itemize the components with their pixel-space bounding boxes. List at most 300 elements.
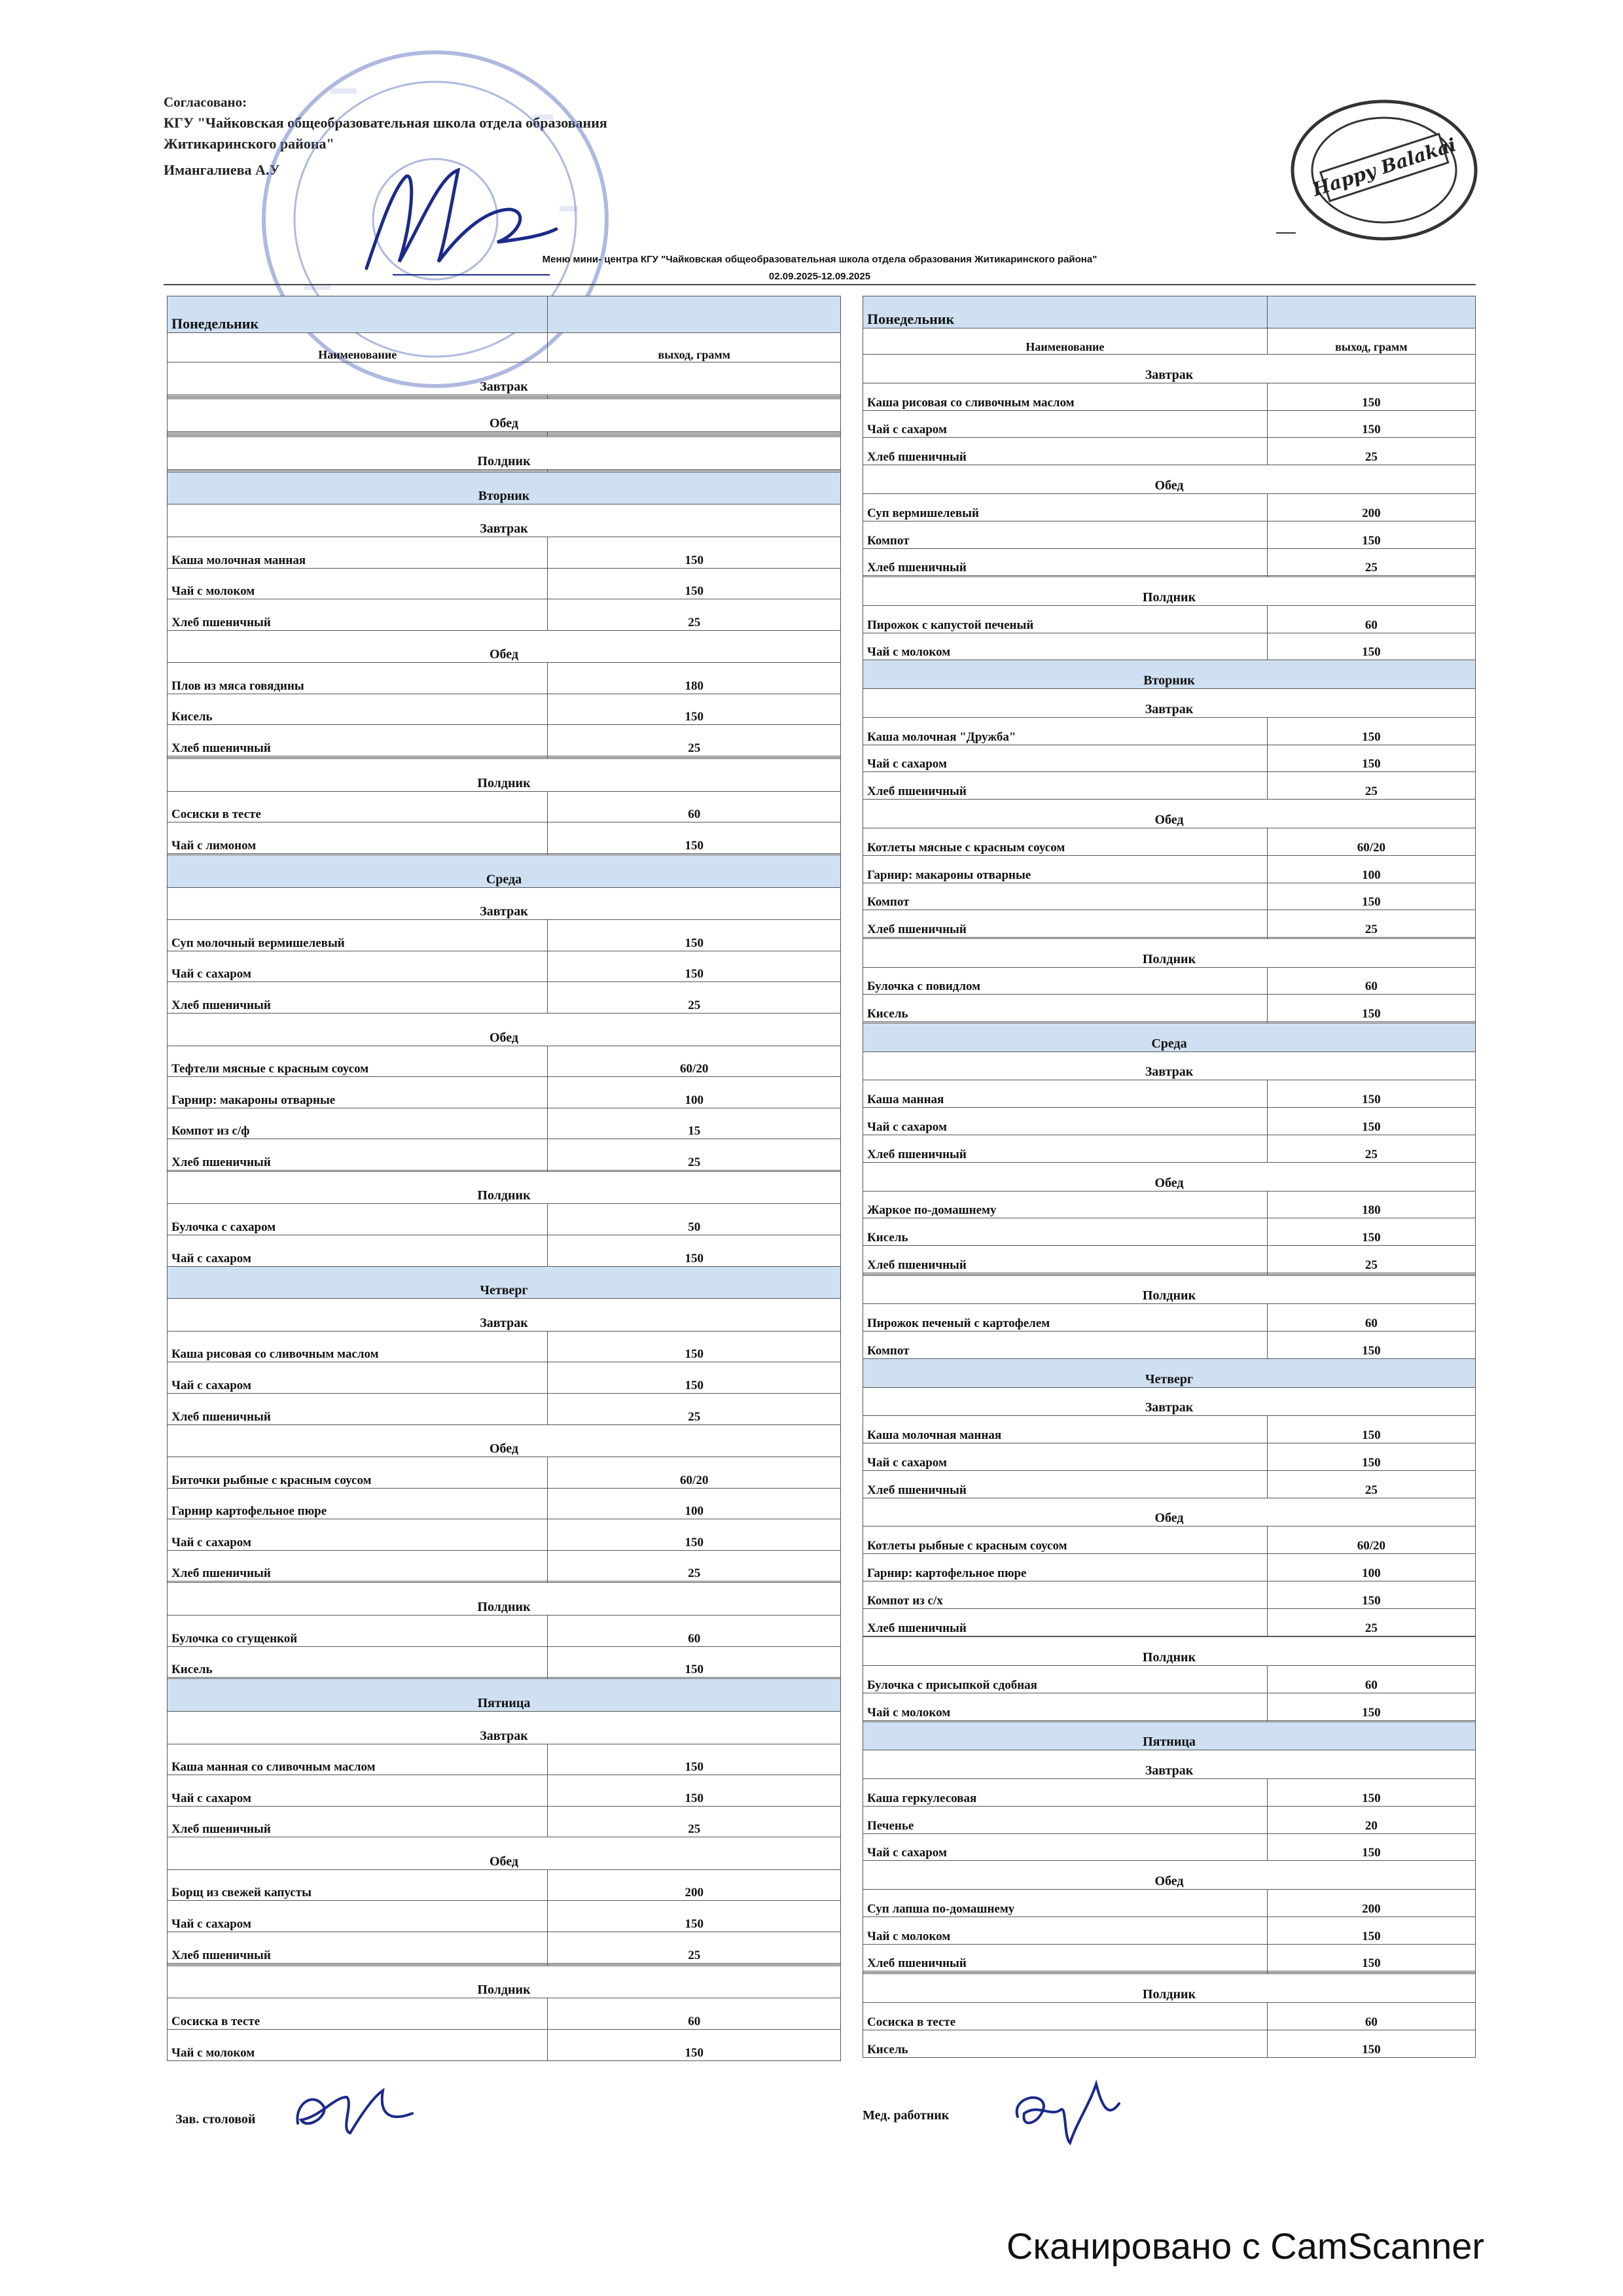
- meal-name: Полдник: [168, 759, 841, 792]
- meal-name: Полдник: [168, 1171, 841, 1204]
- approval-label: Согласовано:: [164, 94, 247, 110]
- dish-name: Чай с сахаром: [863, 745, 1268, 772]
- menu-row: [168, 1869, 841, 1901]
- dish-name: Хлеб пшеничный: [863, 438, 1268, 465]
- menu-row: [863, 1527, 1476, 1554]
- dish-yield: 150: [548, 1331, 841, 1362]
- menu-row: [168, 1331, 841, 1362]
- day-header-row: [168, 1266, 841, 1299]
- dish-yield: 150: [548, 1646, 841, 1678]
- meal-name: Обед: [863, 1861, 1476, 1890]
- day-header-row: [168, 855, 841, 887]
- meal-name: Полдник: [168, 1966, 841, 1998]
- menu-row: [863, 1304, 1476, 1332]
- day-header-row: [863, 1358, 1476, 1387]
- approval-org-line2: Житикаринского района": [164, 135, 334, 152]
- menu-row: [863, 1693, 1476, 1720]
- dish-yield: 50: [548, 1204, 841, 1235]
- meal-name: Обед: [168, 1424, 841, 1457]
- meal-name: Завтрак: [168, 1711, 841, 1744]
- dish-yield: 60: [1267, 1666, 1475, 1693]
- dish-yield: 100: [1267, 855, 1475, 883]
- menu-table-left: [167, 296, 841, 2061]
- meal-header-row: [168, 1966, 841, 1998]
- dish-name: Пирожок печеный с картофелем: [863, 1304, 1268, 1332]
- dish-yield: [1267, 296, 1475, 328]
- meal-name: Полдник: [863, 577, 1476, 606]
- menu-row: [168, 1393, 841, 1424]
- meal-name: Завтрак: [863, 1051, 1476, 1080]
- meal-name: Полдник: [863, 1637, 1476, 1666]
- dish-name: Чай с сахаром: [168, 1775, 548, 1807]
- menu-row: [863, 521, 1476, 548]
- menu-row: [168, 1901, 841, 1932]
- dish-name: Печенье: [863, 1806, 1268, 1833]
- signature-medic-icon: [1005, 2071, 1122, 2156]
- menu-row: [863, 1833, 1476, 1861]
- menu-row: [863, 1443, 1476, 1471]
- dish-name: Хлеб пшеничный: [168, 1932, 548, 1963]
- day-name: Четверг: [168, 1266, 841, 1299]
- dish-name: Компот: [863, 1332, 1268, 1359]
- dish-name: Чай с сахаром: [168, 1901, 548, 1932]
- menu-row: [863, 1554, 1476, 1581]
- menu-row: [863, 1581, 1476, 1609]
- menu-row: [168, 1932, 841, 1963]
- dish-yield: 60: [548, 1616, 841, 1647]
- dish-name: Хлеб пшеничный: [863, 1470, 1268, 1498]
- day-header-row: [168, 1679, 841, 1712]
- meal-header-row: [168, 362, 841, 395]
- menu-row: [863, 1416, 1476, 1443]
- dish-name: Хлеб пшеничный: [863, 910, 1268, 938]
- day-name: Пятница: [168, 1679, 841, 1712]
- dish-name: Чай с молоком: [168, 568, 548, 599]
- menu-row: [168, 791, 841, 822]
- dish-name: Сосиска в тесте: [863, 2002, 1268, 2030]
- meal-header-row: [863, 800, 1476, 828]
- meal-header-row: [863, 355, 1476, 383]
- dish-name: Гарнир картофельное пюре: [168, 1488, 548, 1519]
- dish-name: Хлеб пшеничный: [863, 548, 1268, 576]
- menu-row: [168, 2029, 841, 2060]
- dish-name: Хлеб пшеничный: [168, 1550, 548, 1581]
- menu-row: [863, 855, 1476, 883]
- dish-yield: 20: [1267, 1806, 1475, 1833]
- dish-yield: 150: [1267, 1443, 1475, 1471]
- dish-yield: 150: [548, 537, 841, 569]
- day-name: Вторник: [863, 660, 1476, 689]
- dish-yield: 100: [548, 1077, 841, 1108]
- dish-name: Хлеб пшеничный: [863, 1608, 1268, 1636]
- menu-row: [863, 717, 1476, 745]
- menu-row: [168, 1775, 841, 1807]
- menu-row: [863, 745, 1476, 772]
- menu-row: [168, 982, 841, 1014]
- meal-name: Обед: [168, 1013, 841, 1046]
- menu-row: [168, 1077, 841, 1108]
- dish-name: Кисель: [863, 1218, 1268, 1246]
- menu-row: [168, 1046, 841, 1077]
- menu-row: [168, 1139, 841, 1171]
- dish-yield: 150: [1267, 383, 1475, 410]
- approval-org-line1: КГУ "Чайковская общеобразовательная школа отдела образования: [164, 115, 607, 131]
- dish-yield: 200: [1267, 1889, 1475, 1916]
- dish-name: Булочка с присыпкой сдобная: [863, 1666, 1268, 1693]
- dish-yield: 25: [1267, 1135, 1475, 1163]
- dish-name: Гарнир: макароны отварные: [168, 1077, 548, 1108]
- dish-yield: 150: [548, 1775, 841, 1807]
- dish-name: Чай с молоком: [863, 1693, 1268, 1720]
- meal-name: Полдник: [168, 437, 841, 470]
- meal-name: Завтрак: [168, 887, 841, 920]
- menu-row: [168, 1806, 841, 1837]
- stamp-right-text: Happy Balakai: [1310, 133, 1459, 201]
- meal-header-row: [863, 1974, 1476, 2003]
- dish-name: Кисель: [168, 1646, 548, 1678]
- dish-yield: 150: [548, 1362, 841, 1394]
- meal-header-row: [168, 1299, 841, 1332]
- meal-header-row: [168, 437, 841, 470]
- dish-name: Кисель: [863, 995, 1268, 1022]
- dish-name: Хлеб пшеничный: [168, 1139, 548, 1171]
- meal-header-row: [168, 504, 841, 537]
- menu-row: [863, 383, 1476, 410]
- day-header-row: [863, 1023, 1476, 1052]
- day-name: Вторник: [168, 472, 841, 504]
- dish-yield: 60/20: [548, 1457, 841, 1489]
- dish-name: Чай с сахаром: [168, 1362, 548, 1394]
- menu-row: [863, 548, 1476, 576]
- dish-yield: 25: [548, 725, 841, 756]
- divider: [164, 284, 1476, 285]
- approval-person: Имангалиева А.У: [164, 162, 280, 178]
- dish-yield: 25: [548, 1806, 841, 1837]
- menu-row: [863, 493, 1476, 521]
- meal-header-row: [168, 759, 841, 792]
- dish-yield: 150: [1267, 1080, 1475, 1108]
- menu-row: [863, 1806, 1476, 1833]
- meal-name: Обед: [168, 630, 841, 663]
- dish-name: Чай с сахаром: [863, 1108, 1268, 1135]
- dish-yield: 60/20: [1267, 1527, 1475, 1554]
- menu-row: [168, 694, 841, 725]
- dish-yield: 60: [1267, 2002, 1475, 2030]
- dish-name: Каша манная: [863, 1080, 1268, 1108]
- dish-yield: 150: [548, 1744, 841, 1775]
- menu-row: [863, 1135, 1476, 1163]
- meal-header-row: [168, 1424, 841, 1457]
- menu-row: [168, 1362, 841, 1394]
- dish-name: Пирожок с капустой печеный: [863, 605, 1268, 633]
- dish-yield: 150: [1267, 1108, 1475, 1135]
- meal-name: Полдник: [863, 1275, 1476, 1304]
- day-header-row: [863, 296, 1476, 328]
- dish-yield: 25: [1267, 1608, 1475, 1636]
- dish-name: Каша манная со сливочным маслом: [168, 1744, 548, 1775]
- dish-yield: 25: [548, 1393, 841, 1424]
- dish-yield: 25: [1267, 1246, 1475, 1273]
- dish-yield: 25: [1267, 548, 1475, 576]
- dish-name: Котлеты мясные с красным соусом: [863, 828, 1268, 855]
- meal-name: Завтрак: [863, 1750, 1476, 1779]
- menu-row: [863, 883, 1476, 910]
- meal-name: Обед: [863, 1498, 1476, 1527]
- menu-row: [168, 537, 841, 569]
- meal-header-row: [168, 399, 841, 432]
- column-header-yield: выход, грамм: [548, 332, 841, 362]
- meal-header-row: [168, 1711, 841, 1744]
- column-header-row: [168, 332, 841, 362]
- dish-name: Сосиска в тесте: [168, 1998, 548, 2030]
- meal-header-row: [863, 1498, 1476, 1527]
- dish-yield: [548, 296, 841, 333]
- menu-row: [863, 1246, 1476, 1273]
- meal-name: Обед: [168, 399, 841, 432]
- dish-yield: 60: [548, 1998, 841, 2030]
- dish-name: Гарнир: картофельное пюре: [863, 1554, 1268, 1581]
- dish-yield: 150: [1267, 883, 1475, 910]
- dish-yield: 60: [548, 791, 841, 822]
- meal-header-row: [863, 1051, 1476, 1080]
- meal-header-row: [863, 465, 1476, 494]
- meal-header-row: [863, 689, 1476, 718]
- dish-yield: 200: [548, 1869, 841, 1901]
- column-header-yield: выход, грамм: [1267, 328, 1475, 355]
- dish-name: Суп лапша по-домашнему: [863, 1889, 1268, 1916]
- dish-yield: 150: [1267, 1916, 1475, 1944]
- meal-name: Обед: [168, 1837, 841, 1870]
- dish-yield: 150: [1267, 1944, 1475, 1971]
- dish-name: Тефтели мясные с красным соусом: [168, 1046, 548, 1077]
- dish-name: Чай с сахаром: [168, 1235, 548, 1267]
- menu-row: [863, 1332, 1476, 1359]
- menu-row: [168, 1616, 841, 1647]
- dish-yield: 180: [548, 663, 841, 694]
- dish-name: Чай с сахаром: [168, 1519, 548, 1551]
- dish-yield: 150: [548, 568, 841, 599]
- day-header-row: [168, 472, 841, 504]
- meal-header-row: [168, 1013, 841, 1046]
- dish-yield: 200: [1267, 493, 1475, 521]
- dish-name: Суп вермишелевый: [863, 493, 1268, 521]
- dish-name: Хлеб пшеничный: [168, 1806, 548, 1837]
- dish-name: Хлеб пшеничный: [863, 1246, 1268, 1273]
- dish-yield: 150: [1267, 1778, 1475, 1806]
- dish-name: Чай с сахаром: [863, 1833, 1268, 1861]
- meal-header-row: [168, 1583, 841, 1616]
- dish-yield: 25: [1267, 438, 1475, 465]
- dish-yield: 150: [548, 1519, 841, 1551]
- dish-name: Кисель: [168, 694, 548, 725]
- dish-yield: 25: [548, 1550, 841, 1581]
- signature-canteen-icon: [288, 2077, 419, 2149]
- meal-name: Обед: [863, 1162, 1476, 1191]
- dish-yield: 180: [1267, 1191, 1475, 1218]
- meal-name: Полдник: [168, 1583, 841, 1616]
- dish-name: Каша молочная "Дружба": [863, 717, 1268, 745]
- menu-row: [168, 951, 841, 982]
- menu-row: [168, 1646, 841, 1678]
- dish-yield: 150: [1267, 745, 1475, 772]
- menu-row: [863, 633, 1476, 660]
- meal-name: Завтрак: [168, 1299, 841, 1332]
- meal-name: Обед: [863, 465, 1476, 494]
- dish-yield: 150: [1267, 1581, 1475, 1609]
- dish-yield: 150: [1267, 1416, 1475, 1443]
- meal-header-row: [863, 1861, 1476, 1890]
- dish-name: Каша геркулесовая: [863, 1778, 1268, 1806]
- menu-row: [863, 1218, 1476, 1246]
- dish-name: Каша рисовая со сливочным маслом: [863, 383, 1268, 410]
- menu-dates: 02.09.2025-12.09.2025: [768, 271, 871, 282]
- dish-name: Булочка со сгущенкой: [168, 1616, 548, 1647]
- menu-row: [863, 910, 1476, 938]
- meal-header-row: [863, 1750, 1476, 1779]
- menu-table-right: [863, 296, 1476, 2058]
- menu-row: [863, 967, 1476, 995]
- dish-name: Чай с лимоном: [168, 822, 548, 854]
- menu-row: [863, 2002, 1476, 2030]
- menu-row: [863, 1889, 1476, 1916]
- dish-name: Каша молочная манная: [863, 1416, 1268, 1443]
- happy-balakai-stamp-icon: [1286, 95, 1482, 245]
- dish-name: Хлеб пшеничный: [168, 725, 548, 756]
- menu-row: [168, 1235, 841, 1267]
- dish-yield: 60/20: [1267, 828, 1475, 855]
- menu-row: [863, 438, 1476, 465]
- menu-row: [863, 410, 1476, 438]
- dish-yield: 25: [548, 1932, 841, 1963]
- dish-yield: 60: [1267, 967, 1475, 995]
- dish-yield: 150: [1267, 410, 1475, 438]
- dish-name: Чай с молоком: [863, 633, 1268, 660]
- day-name: Пятница: [863, 1722, 1476, 1750]
- menu-row: [863, 1080, 1476, 1108]
- column-header-row: [863, 328, 1476, 355]
- menu-row: [168, 1488, 841, 1519]
- dish-yield: 150: [1267, 521, 1475, 548]
- dish-yield: 150: [548, 1901, 841, 1932]
- dish-name: Хлеб пшеничный: [168, 599, 548, 631]
- camscanner-watermark: Сканировано с CamScanner: [1007, 2225, 1485, 2267]
- dish-name: Хлеб пшеничный: [168, 1393, 548, 1424]
- dish-yield: 150: [1267, 717, 1475, 745]
- menu-row: [168, 1550, 841, 1581]
- meal-header-row: [863, 1275, 1476, 1304]
- dish-name: Чай с сахаром: [168, 951, 548, 982]
- dish-yield: 150: [548, 1235, 841, 1267]
- meal-name: Завтрак: [168, 504, 841, 537]
- dish-name: Компот из с/х: [863, 1581, 1268, 1609]
- meal-header-row: [863, 577, 1476, 606]
- day-name: Среда: [863, 1023, 1476, 1052]
- dish-yield: 150: [548, 951, 841, 982]
- dish-yield: 25: [548, 599, 841, 631]
- meal-header-row: [168, 630, 841, 663]
- dish-name: Хлеб пшеничный: [863, 772, 1268, 800]
- column-header-name: Наименование: [168, 332, 548, 362]
- menu-row: [863, 605, 1476, 633]
- dish-name: Плов из мяса говядины: [168, 663, 548, 694]
- meal-name: Завтрак: [168, 362, 841, 395]
- column-header-name: Наименование: [863, 328, 1268, 355]
- meal-name: Полдник: [863, 939, 1476, 968]
- dish-yield: 150: [1267, 1218, 1475, 1246]
- menu-row: [863, 1108, 1476, 1135]
- dish-name: Чай с сахаром: [863, 1443, 1268, 1471]
- dish-name: Компот из с/ф: [168, 1108, 548, 1139]
- meal-name: Полдник: [863, 1974, 1476, 2003]
- meal-name: Обед: [863, 800, 1476, 828]
- day-header-row: [168, 296, 841, 333]
- menu-row: [168, 822, 841, 854]
- menu-row: [863, 1608, 1476, 1636]
- menu-row: [168, 663, 841, 694]
- menu-row: [863, 1666, 1476, 1693]
- menu-row: [168, 568, 841, 599]
- menu-row: [168, 1108, 841, 1139]
- dish-name: Каша молочная манная: [168, 537, 548, 569]
- menu-row: [168, 1998, 841, 2030]
- meal-header-row: [863, 939, 1476, 968]
- meal-header-row: [863, 1637, 1476, 1666]
- day-header-row: [863, 1722, 1476, 1750]
- dish-yield: 150: [548, 822, 841, 854]
- footer-left-label: Зав. столовой: [175, 2112, 256, 2127]
- dish-name: Кисель: [863, 2030, 1268, 2057]
- menu-row: [863, 995, 1476, 1022]
- day-name: Понедельник: [863, 296, 1268, 328]
- dish-yield: 150: [1267, 633, 1475, 660]
- dish-yield: 25: [1267, 1470, 1475, 1498]
- day-name: Понедельник: [168, 296, 548, 333]
- footer-right-label: Мед. работник: [863, 2108, 950, 2123]
- dish-yield: 25: [548, 982, 841, 1014]
- dish-yield: 150: [1267, 2030, 1475, 2057]
- menu-row: [168, 1519, 841, 1551]
- dish-name: Сосиски в тесте: [168, 791, 548, 822]
- dish-yield: 150: [1267, 995, 1475, 1022]
- dish-name: Хлеб пшеничный: [863, 1944, 1268, 1971]
- menu-row: [863, 2030, 1476, 2057]
- dish-yield: 25: [1267, 772, 1475, 800]
- menu-row: [168, 1744, 841, 1775]
- dish-name: Чай с молоком: [863, 1916, 1268, 1944]
- dish-yield: 100: [1267, 1554, 1475, 1581]
- menu-row: [168, 920, 841, 951]
- dish-yield: 150: [548, 694, 841, 725]
- dish-name: Чай с молоком: [168, 2029, 548, 2060]
- dish-name: Компот: [863, 521, 1268, 548]
- dish-name: Булочка с повидлом: [863, 967, 1268, 995]
- day-name: Четверг: [863, 1358, 1476, 1387]
- dish-name: Чай с сахаром: [863, 410, 1268, 438]
- menu-row: [168, 725, 841, 756]
- menu-row: [168, 1457, 841, 1489]
- dish-yield: 150: [1267, 1693, 1475, 1720]
- dish-yield: 60: [1267, 605, 1475, 633]
- meal-header-row: [863, 1387, 1476, 1416]
- day-name: Среда: [168, 855, 841, 887]
- dish-yield: 150: [1267, 1332, 1475, 1359]
- dish-name: Каша рисовая со сливочным маслом: [168, 1331, 548, 1362]
- dish-yield: 150: [548, 2029, 841, 2060]
- meal-name: Завтрак: [863, 355, 1476, 383]
- meal-header-row: [168, 887, 841, 920]
- divider: [1276, 232, 1296, 234]
- menu-row: [863, 1944, 1476, 1971]
